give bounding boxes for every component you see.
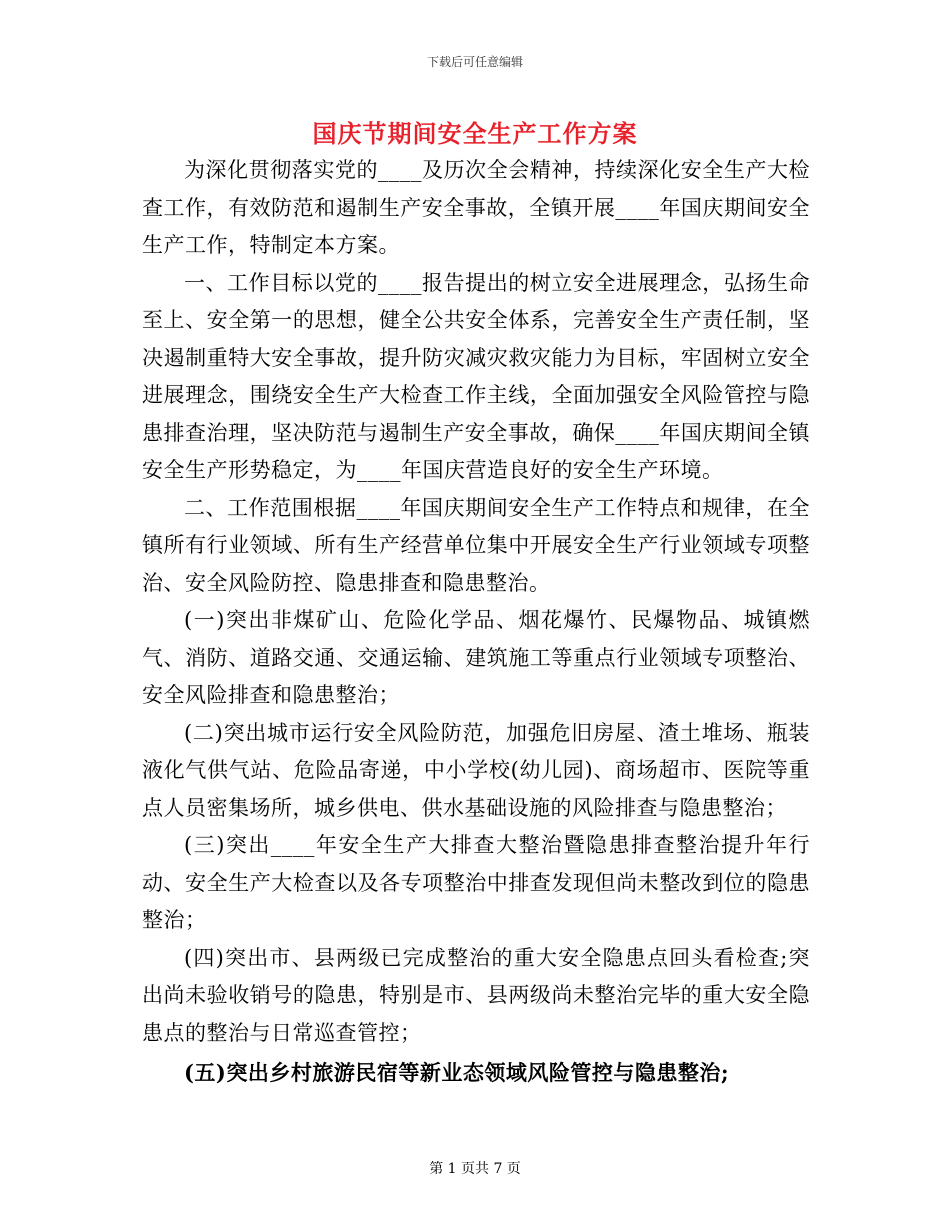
paragraph-section-2-scope: 二、工作范围根据____年国庆期间安全生产工作特点和规律，在全镇所有行业领域、所有生产经营单位集中开展安全生产行业领域专项整治、安全风险防控、隐患排查和隐患整治。: [142, 495, 810, 595]
paragraph-item-1: (一)突出非煤矿山、危险化学品、烟花爆竹、民爆物品、城镇燃气、消防、道路交通、交通运输、建筑施工等重点行业领域专项整治、安全风险排查和隐患整治；: [142, 608, 810, 707]
paragraph-item-4: (四)突出市、县两级已完成整治的重大安全隐患点回头看检查;突出尚未验收销号的隐患，特别是市、县两级尚未整治完毕的重大安全隐患点的整治与日常巡查管控；: [142, 945, 810, 1045]
paragraph-item-3: (三)突出____年安全生产大排查大整治暨隐患排查整治提升年行动、安全生产大检查以及各专项整治中排查发现但尚未整改到位的隐患整治；: [142, 833, 810, 932]
document-title: 国庆节期间安全生产工作方案: [312, 119, 638, 148]
paragraph-section-1-goal: 一、工作目标以党的____报告提出的树立安全进展理念，弘扬生命至上、安全第一的思想，健全公共安全体系，完善安全生产责任制，坚决遏制重特大安全事故，提升防灾减灾救灾能力为目标，牢固树立安全进展理念，围绕安全生产大检查工作主线，全面加强安全风险管控与隐患排查治理，坚决防范与遏制生产安全事故，确保____年国庆期间全镇安全生产形势稳定，为____年国庆营造良好的安全生产环境。: [142, 270, 810, 482]
paragraph-item-5: (五)突出乡村旅游民宿等新业态领域风险管控与隐患整治;: [184, 1060, 730, 1085]
page-header-note: 下载后可任意编辑: [426, 55, 523, 69]
document-body: [142, 152, 810, 1092]
page-number: 第 1 页共 7 页: [429, 1161, 521, 1177]
paragraph-item-2: (二)突出城市运行安全风险防范，加强危旧房屋、渣土堆场、瓶装液化气供气站、危险品寄递，中小学校(幼儿园)、商场超市、医院等重点人员密集场所，城乡供电、供水基础设施的风险排查与隐患整治；: [142, 720, 810, 820]
paragraph-intro: 为深化贯彻落实党的____及历次全会精神，持续深化安全生产大检查工作，有效防范和遏制生产安全事故，全镇开展____年国庆期间安全生产工作，特制定本方案。: [142, 158, 810, 257]
